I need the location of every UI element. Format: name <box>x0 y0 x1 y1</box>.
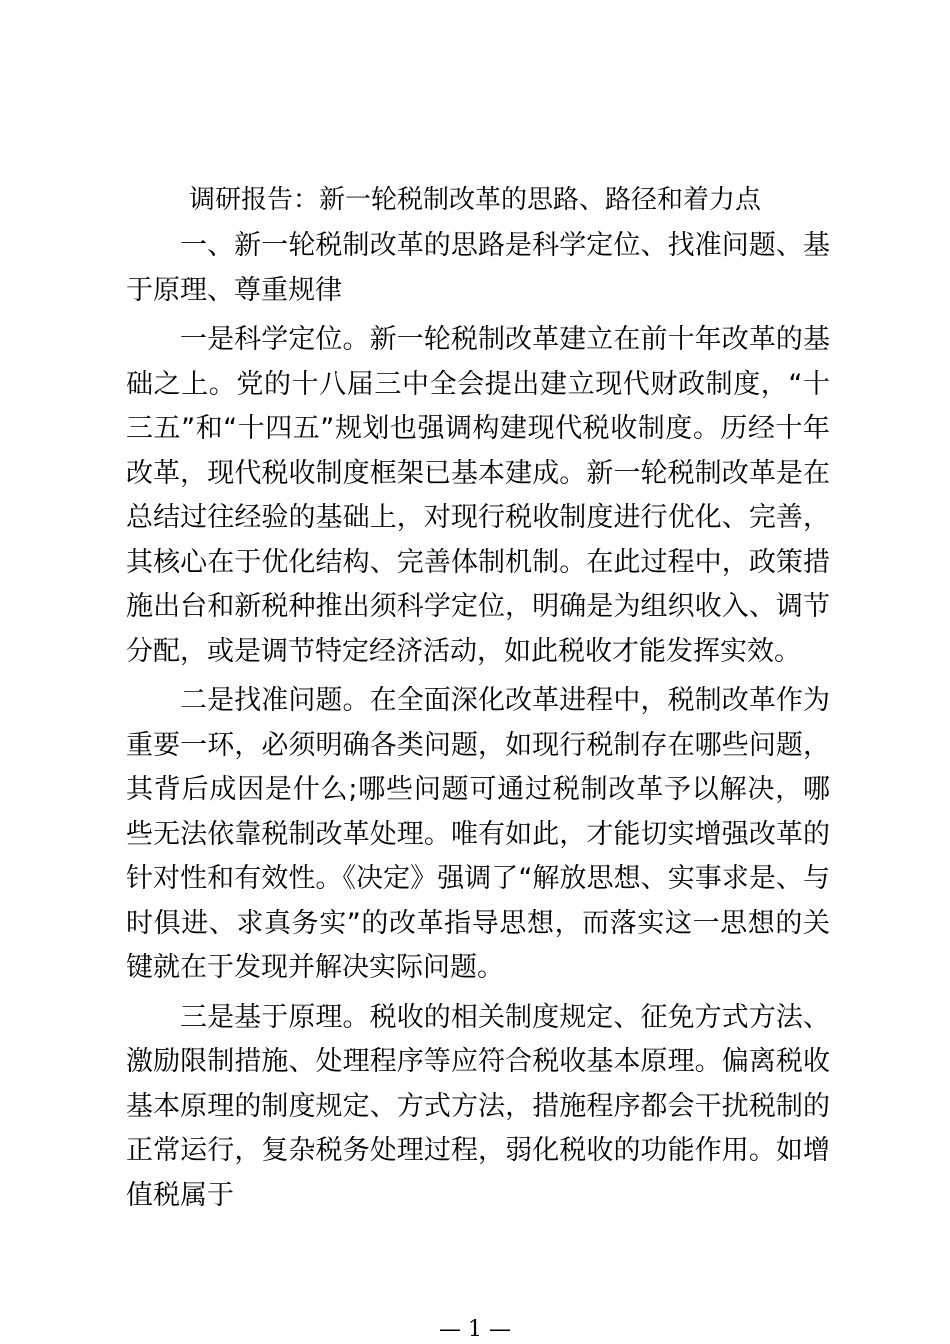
paragraph-identify-problems: 二是找准问题。在全面深化改革进程中，税制改革作为重要一环，必须明确各类问题，如现行税制存在哪些问题，其背后成因是什么;哪些问题可通过税制改革予以解决，哪些无法依靠税制改革处理。唯有如此，才能切实增强改革的针对性和有效性。《决定》强调了“解放思想、实事求是、与时俱进、求真务实”的改革指导思想，而落实这一思想的关键就在于发现并解决实际问题。 <box>126 685 830 983</box>
paragraph-scientific-positioning: 一是科学定位。新一轮税制改革建立在前十年改革的基础之上。党的十八届三中全会提出建立现代财政制度，“十三五”和“十四五”规划也强调构建现代税收制度。历经十年改革，现代税收制度框架已基本建成。新一轮税制改革是在总结过往经验的基础上，对现行税收制度进行优化、完善，其核心在于优化结构、完善体制机制。在此过程中，政策措施出台和新税种推出须科学定位，明确是为组织收入、调节分配，或是调节特定经济活动，如此税收才能发挥实效。 <box>126 324 830 667</box>
paragraph-based-on-principles: 三是基于原理。税收的相关制度规定、征免方式方法、激励限制措施、处理程序等应符合税收基本原理。偏离税收基本原理的制度规定、方式方法，措施程序都会干扰税制的正常运行，复杂税务处理过程，弱化税收的功能作用。如增值税属于 <box>126 1001 830 1211</box>
document-body <box>126 224 830 1223</box>
section-heading-1: 一、新一轮税制改革的思路是科学定位、找准问题、基于原理、尊重规律 <box>126 230 830 306</box>
document-title: 调研报告：新一轮税制改革的思路、路径和着力点 <box>188 185 761 215</box>
page-number: — 1 — <box>439 1317 511 1342</box>
